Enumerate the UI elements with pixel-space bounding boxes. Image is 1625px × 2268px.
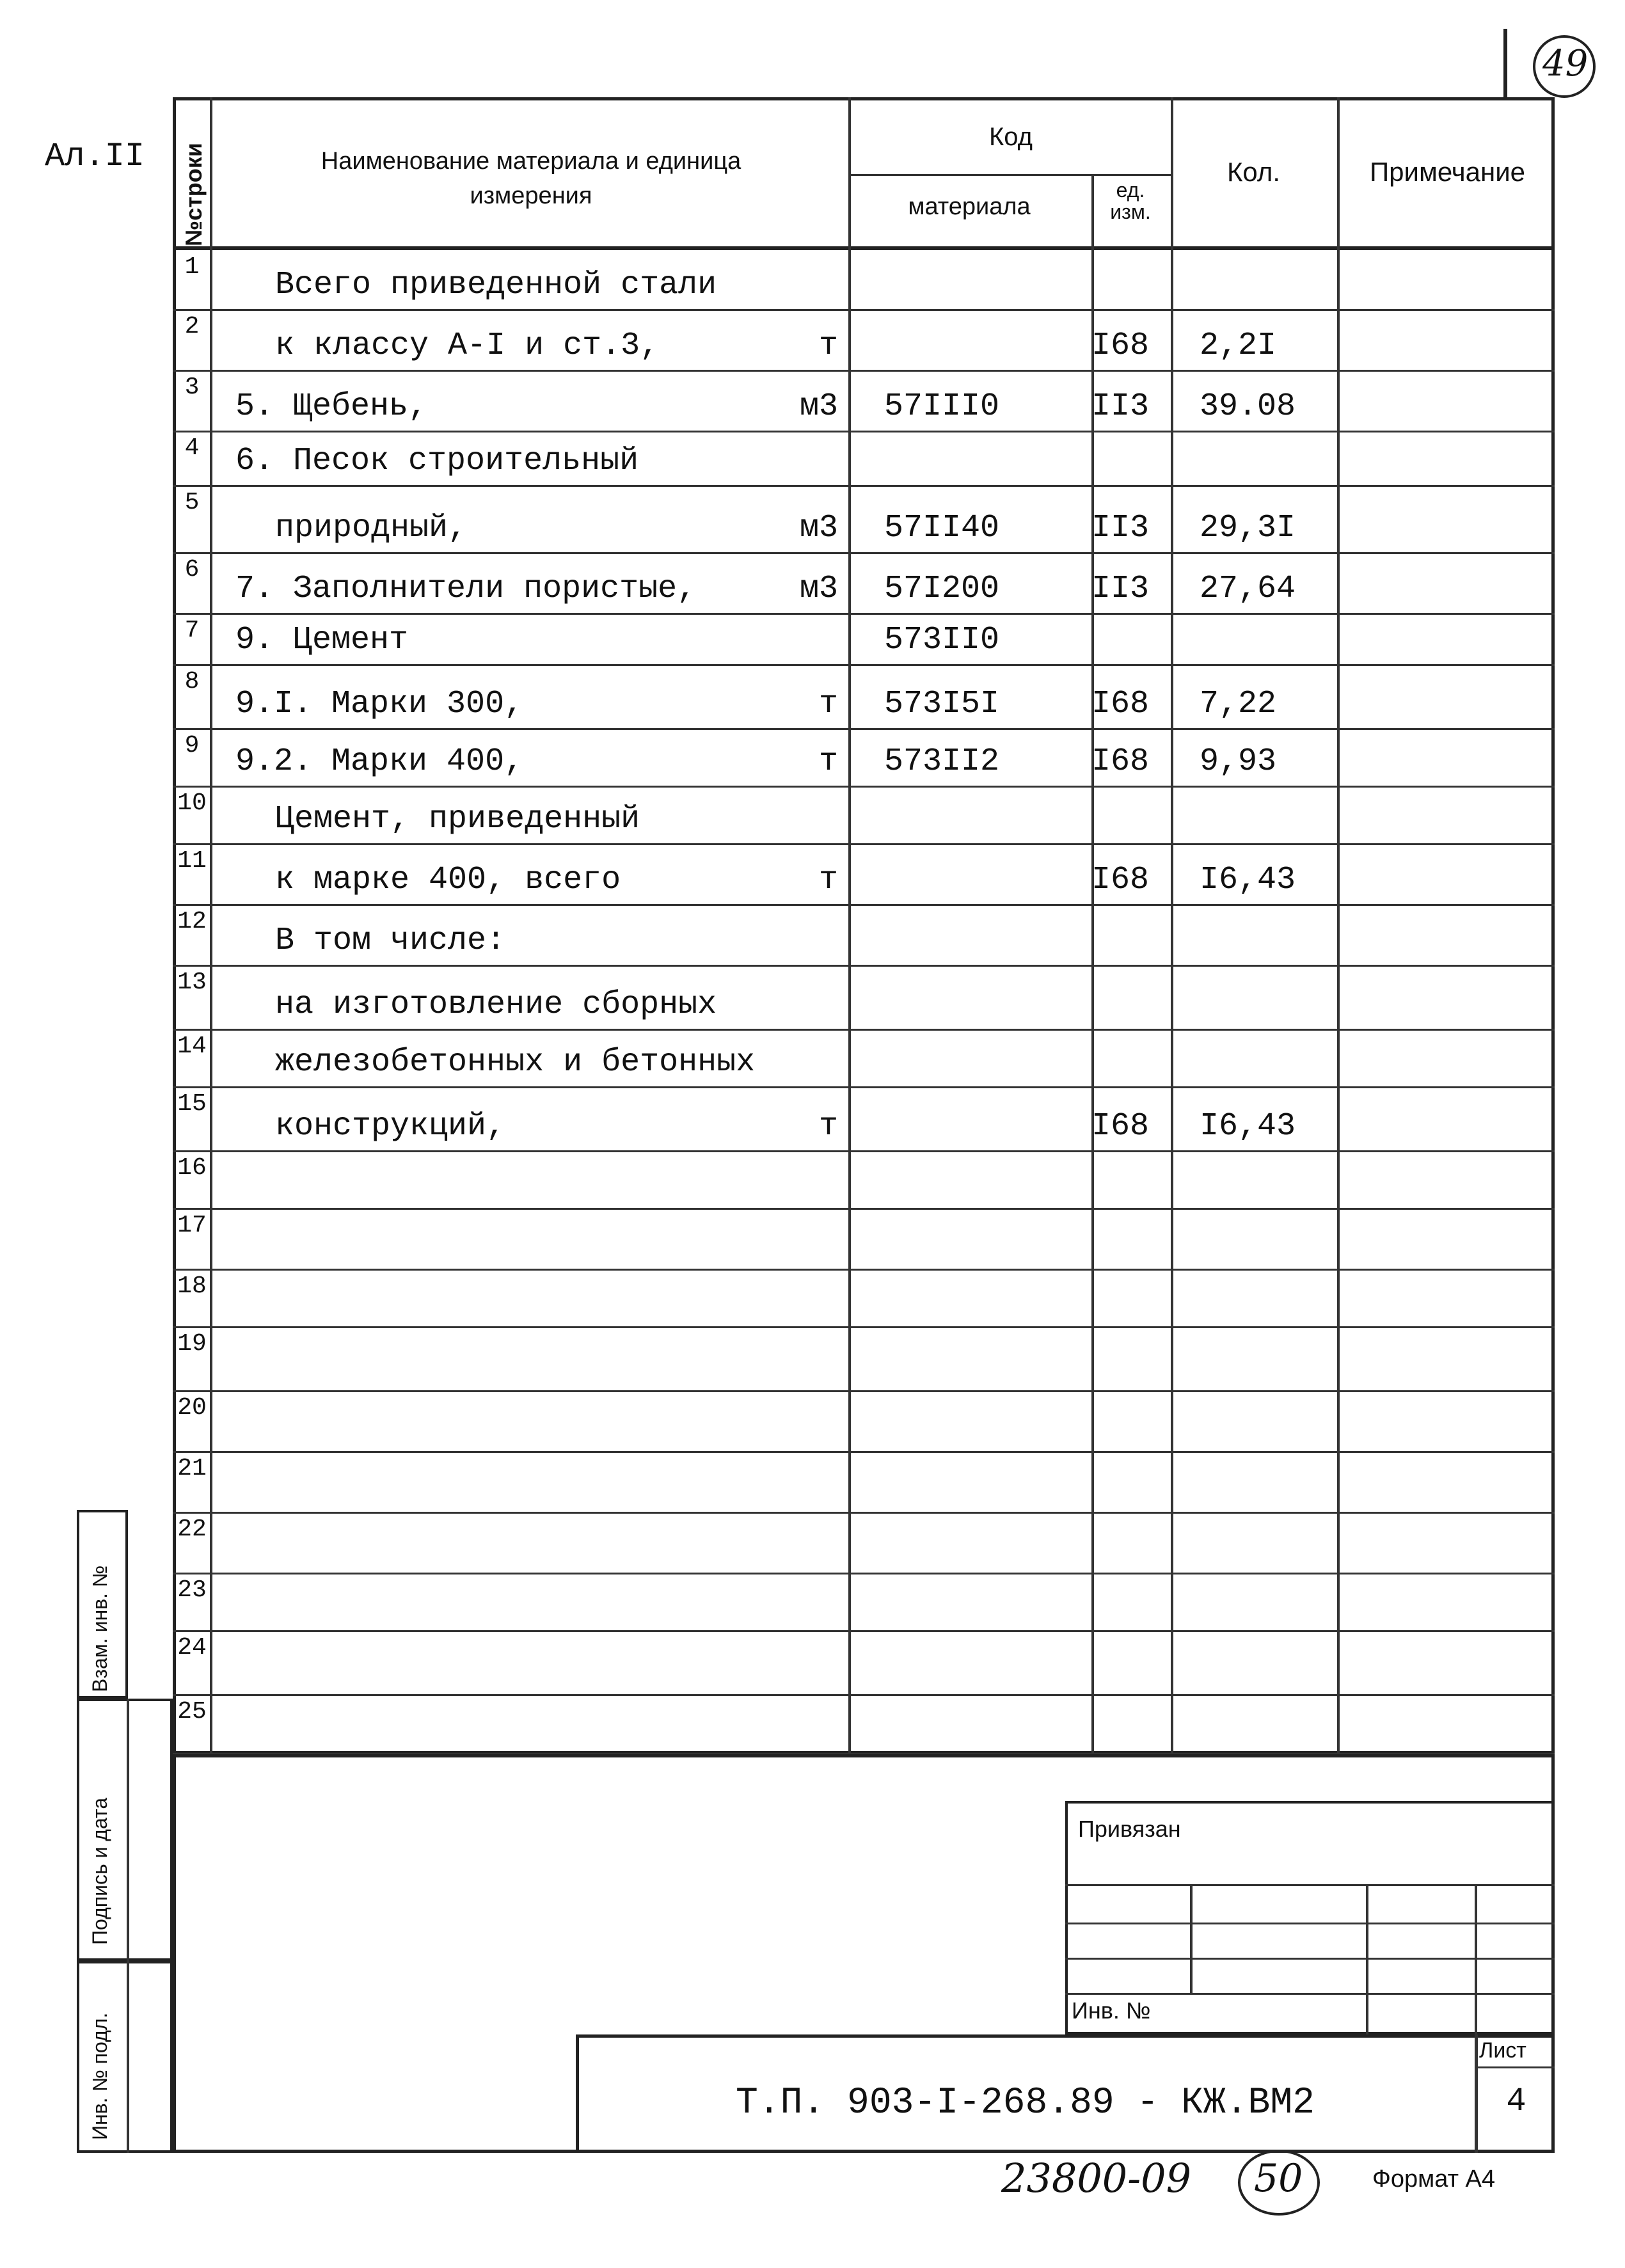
row-name: к марке 400, всего xyxy=(275,862,621,898)
side-label-podpis: Подпись и дата xyxy=(88,1797,111,1945)
table-row xyxy=(173,432,1555,486)
row-name: железобетонных и бетонных xyxy=(275,1044,756,1081)
row-material-code: 573II0 xyxy=(884,622,1000,658)
sheet-label: Ал.II xyxy=(45,138,145,175)
row-unit-code: I68 xyxy=(1091,328,1150,364)
table-row xyxy=(173,1631,1555,1695)
header-row-number: №строки xyxy=(180,143,207,246)
row-unit-code: II3 xyxy=(1091,510,1150,546)
row-name: 6. Песок строительный xyxy=(235,443,639,479)
row-unit: т xyxy=(818,1108,838,1145)
row-unit-code: I68 xyxy=(1091,743,1150,780)
row-quantity: I6,43 xyxy=(1200,862,1296,898)
header-code-unit: ед. изм. xyxy=(1110,178,1151,223)
table-row xyxy=(173,966,1555,1030)
table-row xyxy=(173,1328,1555,1392)
table-row xyxy=(173,1695,1555,1754)
row-unit: т xyxy=(818,862,838,898)
row-material-code: 573I5I xyxy=(884,686,1000,722)
table-row xyxy=(173,371,1555,432)
privyazan-vline-1 xyxy=(1190,1884,1193,1993)
format-label: Формат А4 xyxy=(1372,2166,1496,2193)
table-row xyxy=(173,1088,1555,1152)
table-row xyxy=(173,1452,1555,1513)
table-row xyxy=(173,310,1555,371)
row-name: 9.2. Марки 400, xyxy=(235,743,524,780)
table-row xyxy=(173,251,1555,310)
header-qty: Кол. xyxy=(1226,157,1281,187)
row-material-code: 573II2 xyxy=(884,743,1000,780)
privyazan-line-2 xyxy=(1065,1923,1555,1924)
handwritten-number: 23800-09 xyxy=(1001,2155,1192,2201)
header-bottom-line xyxy=(173,246,1555,250)
table-row xyxy=(173,1513,1555,1574)
side-label-inv-podl: Инв. № подл. xyxy=(88,2012,111,2140)
inv-no-label: Инв. № xyxy=(1072,1997,1151,2024)
row-quantity: I6,43 xyxy=(1200,1108,1296,1145)
row-name: В том числе: xyxy=(275,923,506,959)
row-unit-code: I68 xyxy=(1091,862,1150,898)
top-page-number xyxy=(1503,29,1590,99)
row-unit-code: I68 xyxy=(1091,686,1150,722)
header-code: Код xyxy=(988,123,1033,151)
row-name: 9. Цемент xyxy=(235,622,409,658)
privyazan-vline-2 xyxy=(1366,1884,1368,2034)
table-row xyxy=(173,1392,1555,1452)
row-number: 4 xyxy=(184,434,200,462)
row-unit: т xyxy=(818,743,838,780)
row-material-code: 57III0 xyxy=(884,388,1000,425)
row-unit: т xyxy=(818,328,838,364)
row-unit: т xyxy=(818,686,838,722)
title-list-line xyxy=(1475,2066,1555,2068)
row-number: 14 xyxy=(177,1033,207,1060)
row-number: 16 xyxy=(177,1154,207,1182)
table-row xyxy=(173,729,1555,787)
row-number: 13 xyxy=(177,969,207,996)
row-name: природный, xyxy=(275,510,468,546)
table-row xyxy=(173,1574,1555,1631)
document-code: Т.П. 903-I-268.89 - КЖ.ВМ2 xyxy=(736,2082,1315,2124)
row-number: 18 xyxy=(177,1273,207,1300)
row-quantity: 29,3I xyxy=(1200,510,1296,546)
table-row xyxy=(173,787,1555,845)
row-number: 3 xyxy=(184,374,200,401)
privyazan-vline-3 xyxy=(1475,1884,1477,2034)
list-value: 4 xyxy=(1506,2082,1526,2120)
row-number: 6 xyxy=(184,556,200,583)
row-quantity: 7,22 xyxy=(1200,686,1277,722)
row-number: 17 xyxy=(177,1212,207,1239)
header-name: Наименование материала и единица измерения xyxy=(321,148,741,209)
side-podpis-divider xyxy=(127,1699,129,1961)
row-number: 11 xyxy=(177,847,207,875)
row-number: 15 xyxy=(177,1090,207,1118)
table-row xyxy=(173,1030,1555,1088)
row-unit: м3 xyxy=(799,388,838,425)
page-number-text: 49 xyxy=(1542,43,1589,84)
row-quantity: 39.08 xyxy=(1200,388,1296,425)
row-number: 22 xyxy=(177,1516,207,1543)
table-row xyxy=(173,845,1555,905)
row-number: 23 xyxy=(177,1576,207,1604)
table-row xyxy=(173,553,1555,614)
row-number: 12 xyxy=(177,908,207,935)
row-quantity: 2,2I xyxy=(1200,328,1277,364)
table-row xyxy=(173,1270,1555,1328)
row-unit-code: II3 xyxy=(1091,571,1150,607)
row-number: 25 xyxy=(177,1698,207,1725)
row-number: 2 xyxy=(184,313,200,340)
row-number: 8 xyxy=(184,668,200,695)
table-row xyxy=(173,486,1555,553)
row-name: на изготовление сборных xyxy=(275,987,717,1023)
row-name: 7. Заполнители пористые, xyxy=(235,571,697,607)
code-split-line xyxy=(851,174,1171,176)
row-material-code: 57II40 xyxy=(884,510,1000,546)
row-quantity: 27,64 xyxy=(1200,571,1296,607)
row-unit-code: II3 xyxy=(1091,388,1150,425)
header-code-material: материала xyxy=(908,193,1031,220)
row-name: Всего приведенной стали xyxy=(275,267,717,303)
row-number: 20 xyxy=(177,1394,207,1422)
header-note: Примечание xyxy=(1369,157,1526,187)
row-unit-code: I68 xyxy=(1091,1108,1150,1145)
row-number: 10 xyxy=(177,789,207,817)
row-name: Цемент, приведенный xyxy=(275,801,640,837)
row-number: 21 xyxy=(177,1455,207,1482)
row-unit: м3 xyxy=(799,571,838,607)
row-number: 9 xyxy=(184,732,200,759)
side-inv-divider xyxy=(127,1961,129,2153)
circled-number: 50 xyxy=(1254,2156,1303,2201)
row-number: 7 xyxy=(184,617,200,644)
row-quantity: 9,93 xyxy=(1200,743,1277,780)
row-name: к классу А-I и ст.3, xyxy=(275,328,660,364)
row-number: 19 xyxy=(177,1330,207,1358)
table-row xyxy=(173,1209,1555,1270)
list-label: Лист xyxy=(1479,2038,1526,2063)
row-number: 24 xyxy=(177,1634,207,1661)
table-row xyxy=(173,1152,1555,1209)
row-name: конструкций, xyxy=(275,1108,506,1145)
side-label-vzam: Взам. инв. № xyxy=(88,1565,111,1692)
row-name: 9.I. Марки 300, xyxy=(235,686,524,722)
privyazan-label: Привязан xyxy=(1078,1816,1181,1842)
row-number: 5 xyxy=(184,489,200,516)
privyazan-line-3 xyxy=(1065,1958,1555,1960)
row-name: 5. Щебень, xyxy=(235,388,428,425)
table-row xyxy=(173,614,1555,665)
table-row xyxy=(173,665,1555,729)
table-row xyxy=(173,905,1555,966)
row-number: 1 xyxy=(184,253,200,281)
privyazan-line-1 xyxy=(1065,1884,1555,1886)
row-material-code: 57I200 xyxy=(884,571,1000,607)
privyazan-line-4 xyxy=(1065,1993,1555,1995)
row-unit: м3 xyxy=(799,510,838,546)
